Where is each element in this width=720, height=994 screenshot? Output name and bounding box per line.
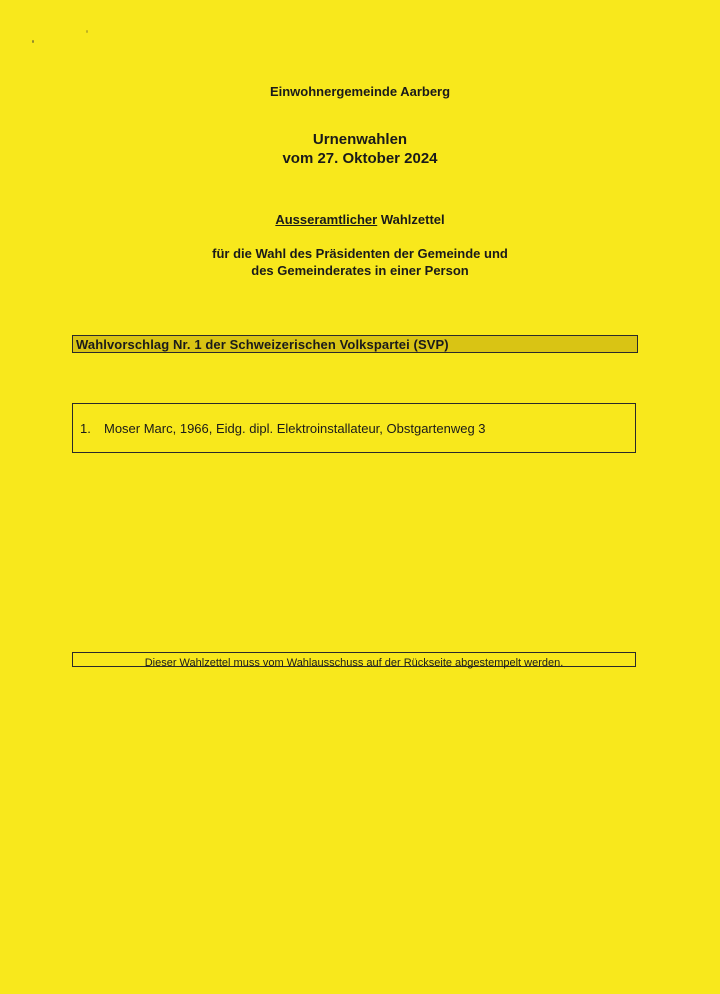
election-description-line2: des Gemeinderates in einer Person (251, 263, 469, 278)
election-date: vom 27. Oktober 2024 (282, 150, 438, 167)
candidate-details: Moser Marc, 1966, Eidg. dipl. Elektroinstallateur, Obstgartenweg 3 (104, 421, 486, 436)
candidate-number: 1. (80, 421, 91, 436)
election-title: Urnenwahlen (312, 131, 408, 148)
stamp-notice-text: Dieser Wahlzettel muss vom Wahlausschuss auf der Rückseite abgestempelt werden. (144, 657, 564, 669)
candidate-box (72, 403, 636, 453)
ballot-type-rest: Wahlzettel (377, 212, 445, 227)
paper-speck (86, 30, 88, 33)
ballot-type-underlined: Ausseramtlicher (275, 212, 378, 227)
ballot-type-heading (0, 212, 720, 227)
municipality-name: Einwohnergemeinde Aarberg (269, 84, 451, 99)
stamp-notice-box (72, 652, 636, 667)
list-header-label: Wahlvorschlag Nr. 1 der Schweizerischen Volkspartei (SVP) (76, 337, 449, 352)
election-description-line1: für die Wahl des Präsidenten der Gemeinde und (212, 246, 508, 261)
paper-speck (32, 40, 34, 43)
list-header-box (72, 335, 638, 353)
candidate-row[interactable] (80, 421, 486, 436)
